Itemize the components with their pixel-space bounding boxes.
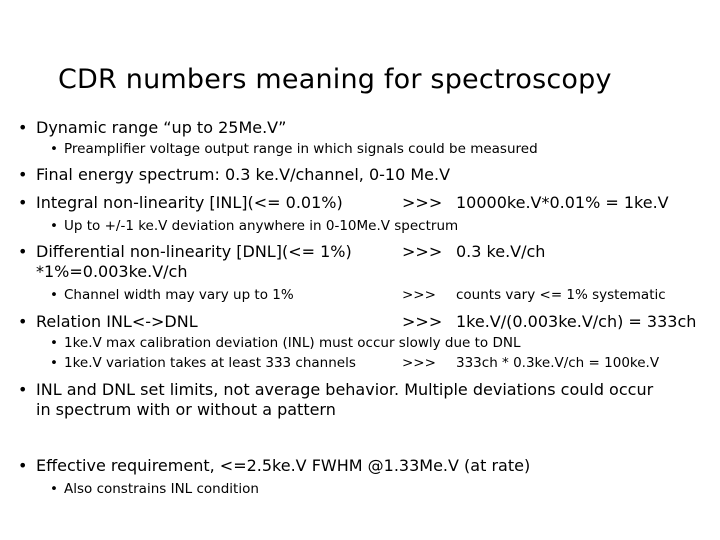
sub-bullet-calibration <box>50 335 520 351</box>
bullet-text: Relation INL<->DNL <box>36 312 198 331</box>
sub-bullet-constrains-inl <box>50 481 259 497</box>
bullet-text: Up to +/-1 ke.V deviation anywhere in 0-10Me.V spectrum <box>64 218 459 234</box>
bullet-marker: • <box>18 456 28 475</box>
dnl-arrow: >>> <box>402 242 443 261</box>
variation-arrow: >>> <box>402 355 436 371</box>
bullet-text: INL and DNL set limits, not average behavior. Multiple deviations could occur <box>36 380 654 399</box>
bullet-text: 1ke.V variation takes at least 333 channels <box>64 355 356 371</box>
sub-bullet-variation <box>50 355 356 371</box>
variation-result: 333ch * 0.3ke.V/ch = 100ke.V <box>456 355 660 371</box>
bullet-marker: • <box>50 355 58 371</box>
bullet-marker: • <box>18 380 28 399</box>
bullet-text: Channel width may vary up to 1% <box>64 287 294 303</box>
bullet-marker: • <box>18 118 28 137</box>
bullet-text: Final energy spectrum: 0.3 ke.V/channel, 0-10 Me.V <box>36 165 451 184</box>
bullet-dnl <box>18 242 352 261</box>
bullet-marker: • <box>50 335 58 351</box>
bullet-inl <box>18 193 343 212</box>
sub-bullet-inl-deviation <box>50 218 458 234</box>
inl-result: 10000ke.V*0.01% = 1ke.V <box>456 193 669 212</box>
slide-title: CDR numbers meaning for spectroscopy <box>58 64 612 95</box>
bullet-marker: • <box>50 287 58 303</box>
limits-continuation: in spectrum with or without a pattern <box>36 400 336 419</box>
sub-bullet-preamp <box>50 141 538 157</box>
bullet-text: Also constrains INL condition <box>64 481 259 497</box>
bullet-effective-requirement <box>18 456 530 475</box>
bullet-relation <box>18 312 198 331</box>
relation-result: 1ke.V/(0.003ke.V/ch) = 333ch <box>456 312 697 331</box>
bullet-dynamic-range <box>18 118 286 137</box>
bullet-text: Effective requirement, <=2.5ke.V FWHM @1.33Me.V (at rate) <box>36 456 531 475</box>
bullet-text: 1ke.V max calibration deviation (INL) must occur slowly due to DNL <box>64 335 521 351</box>
bullet-marker: • <box>18 242 28 261</box>
bullet-text: Differential non-linearity [DNL](<= 1%) <box>36 242 352 261</box>
bullet-text: Integral non-linearity [INL](<= 0.01%) <box>36 193 343 212</box>
sub-bullet-channel-width <box>50 287 294 303</box>
bullet-text: Dynamic range “up to 25Me.V” <box>36 118 287 137</box>
inl-arrow: >>> <box>402 193 443 212</box>
bullet-marker: • <box>18 193 28 212</box>
dnl-continuation: *1%=0.003ke.V/ch <box>36 262 188 281</box>
bullet-marker: • <box>50 481 58 497</box>
bullet-final-spectrum <box>18 165 450 184</box>
relation-arrow: >>> <box>402 312 443 331</box>
bullet-marker: • <box>50 218 58 234</box>
bullet-marker: • <box>18 165 28 184</box>
dnl-result: 0.3 ke.V/ch <box>456 242 546 261</box>
channel-width-arrow: >>> <box>402 287 436 303</box>
bullet-marker: • <box>18 312 28 331</box>
bullet-text: Preamplifier voltage output range in which signals could be measured <box>64 141 538 157</box>
bullet-limits <box>18 380 653 399</box>
channel-width-result: counts vary <= 1% systematic <box>456 287 666 303</box>
bullet-marker: • <box>50 141 58 157</box>
